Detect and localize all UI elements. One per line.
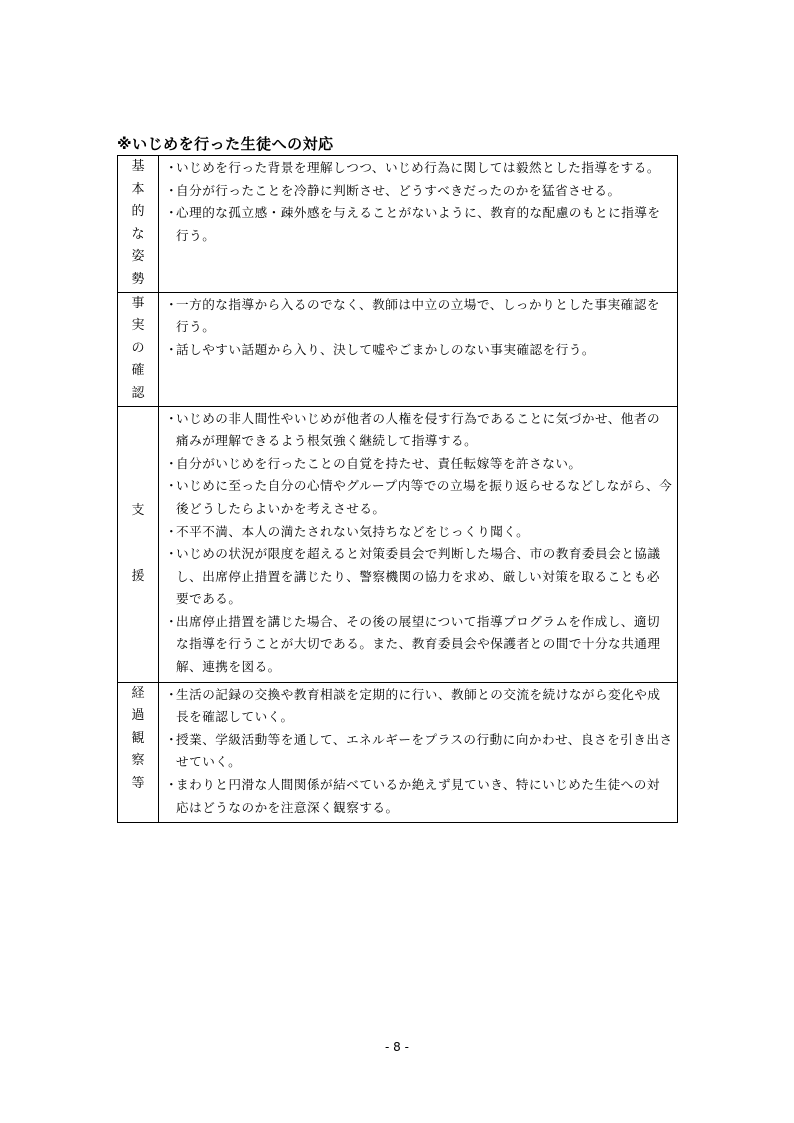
list-item bbox=[165, 774, 673, 819]
list-item-text: 自分がいじめを行ったことの自覚を持たせ、責任転嫁等を許さない。 bbox=[176, 455, 582, 471]
response-table bbox=[117, 155, 678, 823]
label-char: 事 bbox=[131, 295, 145, 311]
row-label-follow-up bbox=[118, 682, 159, 823]
label-char: 経 bbox=[131, 685, 145, 701]
label-char: の bbox=[131, 340, 145, 356]
row-label-basic-stance bbox=[118, 156, 159, 293]
list-item-text: いじめに至った自分の心情やグループ内等での立場を振り返らせるなどしながら、今後どうしたらよいかを考えさせる。 bbox=[176, 478, 673, 516]
list-item-text: 自分が行ったことを冷静に判断させ、どうすべきだったのかを猛省させる。 bbox=[176, 182, 621, 198]
page-number: - 8 - bbox=[385, 1040, 409, 1054]
row-label-fact-check bbox=[118, 292, 159, 406]
label-char: 基 bbox=[131, 159, 145, 174]
label-char: 勢 bbox=[131, 271, 145, 287]
list-item bbox=[165, 202, 673, 247]
label-char: 支 bbox=[131, 502, 145, 518]
list-item bbox=[165, 453, 673, 476]
label-char: 姿 bbox=[131, 249, 145, 265]
bullet-mark: ・ bbox=[165, 731, 179, 747]
bullet-mark: ・ bbox=[165, 523, 179, 539]
list-item-text: 一方的な指導から入るのでなく、教師は中立の立場で、しっかりとした事実確認を行う。 bbox=[176, 296, 660, 335]
label-char: 確 bbox=[131, 363, 145, 379]
bullet-mark: ・ bbox=[165, 478, 179, 494]
list-item bbox=[165, 180, 673, 203]
bullet-mark: ・ bbox=[165, 205, 179, 221]
section-title: ※いじめを行った生徒への対応 bbox=[117, 135, 334, 153]
list-item bbox=[165, 294, 673, 339]
label-char: 本 bbox=[131, 181, 145, 197]
list-item-text: 生活の記録の交換や教育相談を定期的に行い、教師との交流を続けながら変化や成長を確認していく。 bbox=[176, 686, 661, 725]
row-content-fact-check bbox=[159, 292, 678, 406]
row-content-support bbox=[159, 406, 678, 682]
label-char: 認 bbox=[131, 385, 145, 401]
bullet-mark: ・ bbox=[165, 455, 179, 471]
row-label-support bbox=[118, 406, 159, 682]
label-char: 過 bbox=[131, 708, 145, 724]
list-item bbox=[165, 729, 673, 774]
table-row-fact-check bbox=[118, 292, 678, 406]
label-char: な bbox=[131, 226, 145, 242]
bullet-mark: ・ bbox=[165, 341, 179, 357]
bullet-mark: ・ bbox=[165, 546, 179, 562]
list-item bbox=[165, 684, 673, 729]
list-item-text: 授業、学級活動等を通して、エネルギーをプラスの行動に向かわせ、良さを引き出させていく。 bbox=[176, 731, 673, 770]
list-item bbox=[165, 543, 673, 611]
table-row-follow-up bbox=[118, 682, 678, 823]
label-char: 等 bbox=[131, 776, 145, 792]
row-content-follow-up bbox=[159, 682, 678, 823]
list-item-text: 出席停止措置を講じた場合、その後の展望について指導プログラムを作成し、適切な指導を行うことが大切である。また、教育委員会や保護者との間で十分な共通理解、連携を図る。 bbox=[176, 613, 661, 675]
list-item bbox=[165, 611, 673, 679]
list-item-text: いじめを行った背景を理解しつつ、いじめ行為に関しては毅然とした指導をする。 bbox=[176, 160, 660, 175]
bullet-mark: ・ bbox=[165, 160, 179, 175]
row-content-basic-stance bbox=[159, 156, 678, 293]
table-row-support bbox=[118, 406, 678, 682]
list-item-text: いじめの非人間性やいじめが他者の人権を侵す行為であることに気づかせ、他者の痛みが理解できるよう根気強く継続して指導する。 bbox=[176, 410, 661, 449]
list-item-text: まわりと円滑な人間関係が結べているか絶えず見ていき、特にいじめた生徒への対応はどうなのかを注意深く観察する。 bbox=[176, 777, 660, 815]
table-row-basic-stance bbox=[118, 156, 678, 293]
list-item bbox=[165, 408, 673, 453]
list-item bbox=[165, 521, 673, 544]
list-item-text: いじめの状況が限度を超えると対策委員会で判断した場合、市の教育委員会と協議し、出席停止措置を講じたり、警察機関の協力を求め、厳しい対策を取ることも必要である。 bbox=[176, 546, 661, 607]
bullet-mark: ・ bbox=[165, 613, 179, 629]
bullet-mark: ・ bbox=[165, 410, 179, 426]
bullet-mark: ・ bbox=[165, 686, 179, 702]
list-item-text: 不平不満、本人の満たされない気持ちなどをじっくり聞く。 bbox=[176, 523, 530, 539]
list-item bbox=[165, 339, 673, 362]
label-char: 察 bbox=[131, 753, 145, 769]
list-item-text: 話しやすい話題から入り、決して嘘やごまかしのない事実確認を行う。 bbox=[176, 341, 595, 357]
list-item bbox=[165, 475, 673, 520]
bullet-mark: ・ bbox=[165, 296, 179, 312]
label-char: 実 bbox=[131, 318, 145, 334]
bullet-mark: ・ bbox=[165, 182, 179, 198]
label-char: 観 bbox=[131, 730, 145, 746]
list-item bbox=[165, 157, 673, 180]
bullet-mark: ・ bbox=[165, 777, 179, 793]
label-char: 援 bbox=[131, 569, 145, 585]
list-item-text: 心理的な孤立感・疎外感を与えることがないように、教育的な配慮のもとに指導を行う。 bbox=[176, 205, 661, 243]
label-char: 的 bbox=[131, 204, 145, 220]
